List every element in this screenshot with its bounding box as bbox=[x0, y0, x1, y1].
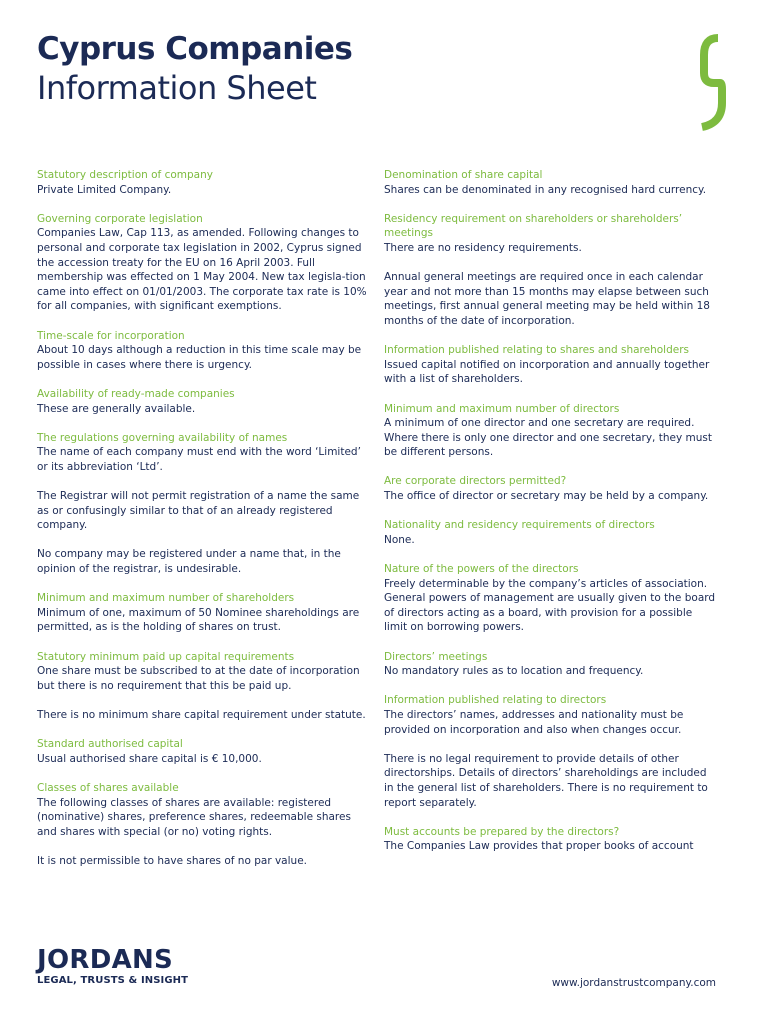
info-section bbox=[37, 329, 369, 373]
info-section bbox=[384, 168, 716, 197]
section-heading: Information published relating to shares and shareholders bbox=[384, 344, 690, 357]
info-section bbox=[37, 781, 369, 869]
title-line-2: Information Sheet bbox=[37, 69, 317, 107]
info-section bbox=[37, 387, 369, 416]
section-paragraph: There are no residency requirements. bbox=[384, 241, 582, 254]
section-paragraph: These are generally available. bbox=[37, 402, 196, 415]
info-section bbox=[384, 825, 716, 854]
section-heading: Governing corporate legislation bbox=[37, 212, 203, 225]
info-section bbox=[384, 402, 716, 460]
section-heading: Time-scale for incorporation bbox=[37, 329, 185, 342]
section-heading: Statutory minimum paid up capital requirements bbox=[37, 650, 295, 663]
title-line-1: Cyprus Companies bbox=[37, 31, 353, 67]
section-heading: Statutory description of company bbox=[37, 169, 213, 181]
section-paragraph: One share must be subscribed to at the date of incorporation but there is no requirement that this be paid up. bbox=[37, 665, 360, 692]
section-paragraph: Usual authorised share capital is € 10,000. bbox=[37, 752, 262, 765]
section-paragraph: The Companies Law provides that proper books of account bbox=[384, 840, 694, 853]
section-paragraph: None. bbox=[384, 533, 415, 546]
jordans-s-mark-icon bbox=[690, 33, 736, 133]
section-paragraph: Annual general meetings are required once in each calendar year and not more than 15 months may elapse between such meetings, first annual general meeting may be held within 18 months of the date of incorporation. bbox=[384, 271, 710, 327]
left-column bbox=[37, 168, 369, 883]
info-section bbox=[384, 650, 716, 679]
info-section bbox=[384, 343, 716, 387]
section-paragraph: Issued capital notified on incorporation and annually together with a list of shareholders. bbox=[384, 358, 710, 386]
section-heading: Must accounts be prepared by the directors? bbox=[384, 825, 620, 838]
section-heading: Residency requirement on shareholders or shareholders’ meetings bbox=[384, 212, 683, 240]
section-paragraph: Private Limited Company. bbox=[37, 183, 172, 196]
section-paragraph: No mandatory rules as to location and frequency. bbox=[384, 665, 644, 678]
logo-wordmark: JORDANS bbox=[37, 945, 174, 975]
info-section bbox=[37, 431, 369, 577]
info-section bbox=[384, 693, 716, 810]
info-section bbox=[37, 650, 369, 723]
section-paragraph: No company may be registered under a name that, in the opinion of the registrar, is undesirable. bbox=[37, 548, 341, 576]
section-heading: Minimum and maximum number of directors bbox=[384, 402, 620, 415]
logo-tagline: LEGAL, TRUSTS & INSIGHT bbox=[37, 975, 189, 986]
section-paragraph: A minimum of one director and one secretary are required. Where there is only one director and one secretary, they must be different persons. bbox=[384, 417, 712, 459]
info-section bbox=[37, 737, 369, 766]
section-heading: Nature of the powers of the directors bbox=[384, 563, 579, 576]
section-heading: Information published relating to directors bbox=[384, 694, 607, 707]
info-section bbox=[384, 474, 716, 503]
section-heading: Are corporate directors permitted? bbox=[384, 475, 567, 488]
section-paragraph: The name of each company must end with the word ‘Limited’ or its abbreviation ‘Ltd’. bbox=[37, 446, 361, 473]
section-paragraph: The following classes of shares are available: registered (nominative) shares, preference shares, redeemable shares and shares with special (or no) voting rights. bbox=[37, 796, 351, 838]
website-link[interactable]: www.jordanstrustcompany.com bbox=[551, 977, 716, 989]
section-paragraph: Freely determinable by the company’s articles of association. General powers of management are usually given to the board of directors acting as a board, with provision for a possible limit on borrowing powers. bbox=[384, 577, 716, 634]
section-paragraph: The directors’ names, addresses and nationality must be provided on incorporation and also when changes occur. bbox=[384, 708, 684, 736]
section-heading: Nationality and residency requirements of directors bbox=[384, 519, 655, 532]
section-paragraph: There is no minimum share capital requirement under statute. bbox=[37, 708, 366, 721]
section-paragraph: There is no legal requirement to provide details of other directorships. Details of directors’ shareholdings are included in the general list of shareholders. There is no requirement to report separately. bbox=[384, 752, 708, 809]
info-section bbox=[384, 562, 716, 635]
info-section bbox=[384, 518, 716, 547]
document-title bbox=[37, 30, 352, 108]
section-heading: Directors’ meetings bbox=[384, 650, 488, 663]
right-column bbox=[384, 168, 716, 869]
section-heading: Availability of ready-made companies bbox=[37, 387, 235, 400]
section-paragraph: Companies Law, Cap 113, as amended. Following changes to personal and corporate tax legislation in 2002, Cyprus signed the accession treaty for the EU on 16 April 2003. Full membership was effected on 1 May 2004. New tax legisla-tion came into effect on 01/01/2003. The corporate tax rate is 10% for all companies, with significant exemptions. bbox=[37, 227, 367, 313]
info-section bbox=[384, 212, 716, 329]
section-heading: Minimum and maximum number of shareholders bbox=[37, 592, 295, 605]
section-paragraph: The Registrar will not permit registration of a name the same as or confusingly similar to that of an already registered company. bbox=[37, 490, 360, 532]
section-paragraph: Minimum of one, maximum of 50 Nominee shareholdings are permitted, as is the holding of shares on trust. bbox=[37, 606, 360, 634]
info-section bbox=[37, 591, 369, 635]
section-heading: Standard authorised capital bbox=[37, 738, 183, 751]
section-paragraph: The office of director or secretary may be held by a company. bbox=[384, 490, 709, 503]
section-heading: Denomination of share capital bbox=[384, 169, 543, 181]
info-section bbox=[37, 168, 369, 197]
section-paragraph: It is not permissible to have shares of no par value. bbox=[37, 854, 307, 867]
info-section bbox=[37, 212, 369, 314]
section-paragraph: Shares can be denominated in any recognised hard currency. bbox=[384, 183, 707, 196]
jordans-logo bbox=[37, 946, 188, 988]
section-heading: The regulations governing availability of names bbox=[37, 431, 288, 444]
section-paragraph: About 10 days although a reduction in this time scale may be possible in cases where there is urgency. bbox=[37, 344, 362, 371]
section-heading: Classes of shares available bbox=[37, 781, 179, 794]
